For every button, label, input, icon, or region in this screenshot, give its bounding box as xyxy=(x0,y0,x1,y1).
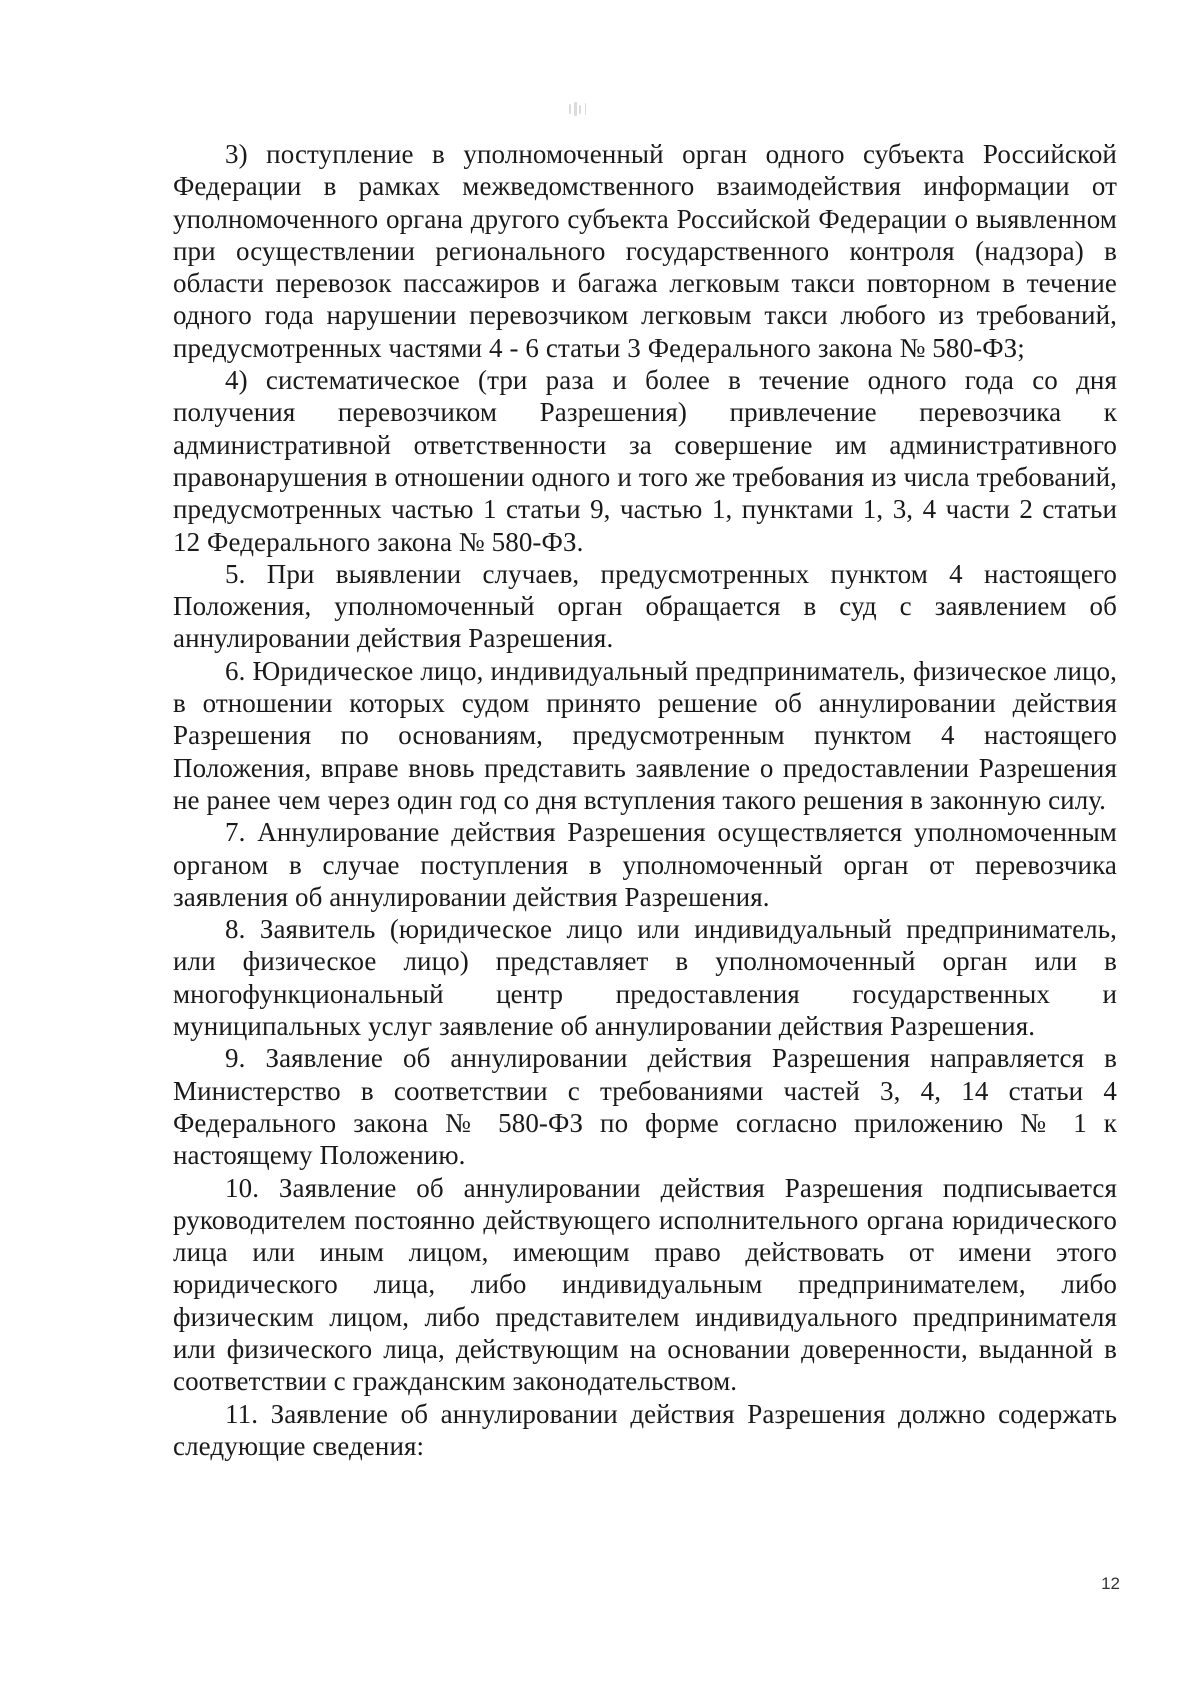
paragraph-item-4: 4) систематическое (три раза и более в течение одного года со дня получения перевозчиком Разрешения) привлечение перевозчика к административной ответственности за совершение им административного правонарушения в отношении одного и того же требования из числа требований, предусмотренных частью 1 статьи 9, частью 1, пунктами 1, 3, 4 части 2 статьи 12 Федерального закона № 580-ФЗ. xyxy=(173,365,1117,557)
page-number: 12 xyxy=(1101,1574,1120,1593)
paragraph-clause-8: 8. Заявитель (юридическое лицо или индивидуальный предприниматель, или физическое лицо) представляет в уполномоченный орган или в многофункциональный центр предоставления государственных и муниципальных услуг заявление об аннулировании действия Разрешения. xyxy=(173,914,1117,1042)
paragraph-clause-6: 6. Юридическое лицо, индивидуальный предприниматель, физическое лицо, в отношении которых судом принято решение об аннулировании действия Разрешения по основаниям, предусмотренным пунктом 4 настоящего Положения, вправе вновь представить заявление о предоставлении Разрешения не ранее чем через один год со дня вступления такого решения в законную силу. xyxy=(173,655,1117,815)
scan-artifact xyxy=(565,100,593,118)
paragraph-item-3: 3) поступление в уполномоченный орган одного субъекта Российской Федерации в рамках межведомственного взаимодействия информации от уполномоченного органа другого субъекта Российской Федерации о выявленном при осуществлении регионального государственного контроля (надзора) в области перевозок пассажиров и багажа легковым такси повторном в течение одного года нарушении перевозчиком легковым такси любого из требований, предусмотренных частями 4 - 6 статьи 3 Федерального закона № 580-ФЗ; xyxy=(173,139,1117,363)
paragraph-clause-11: 11. Заявление об аннулировании действия Разрешения должно содержать следующие сведения: xyxy=(173,1398,1117,1461)
paragraph-clause-10: 10. Заявление об аннулировании действия Разрешения подписывается руководителем постоянно действующего исполнительного органа юридического лица или иным лицом, имеющим право действовать от имени этого юридического лица, либо индивидуальным предпринимателем, либо физическим лицом, либо представителем индивидуального предпринимателя или физического лица, действующим на основании доверенности, выданной в соответствии с гражданским законодательством. xyxy=(173,1172,1117,1397)
paragraph-clause-7: 7. Аннулирование действия Разрешения осуществляется уполномоченным органом в случае поступления в уполномоченный орган от перевозчика заявления об аннулировании действия Разрешения. xyxy=(173,817,1117,912)
document-body xyxy=(173,138,1117,1462)
paragraph-clause-5: 5. При выявлении случаев, предусмотренных пунктом 4 настоящего Положения, уполномоченный орган обращается в суд с заявлением об аннулировании действия Разрешения. xyxy=(173,558,1117,654)
paragraph-clause-9: 9. Заявление об аннулировании действия Разрешения направляется в Министерство в соответствии с требованиями частей 3, 4, 14 статьи 4 Федерального закона № 580-ФЗ по форме согласно приложению № 1 к настоящему Положению. xyxy=(173,1043,1117,1171)
